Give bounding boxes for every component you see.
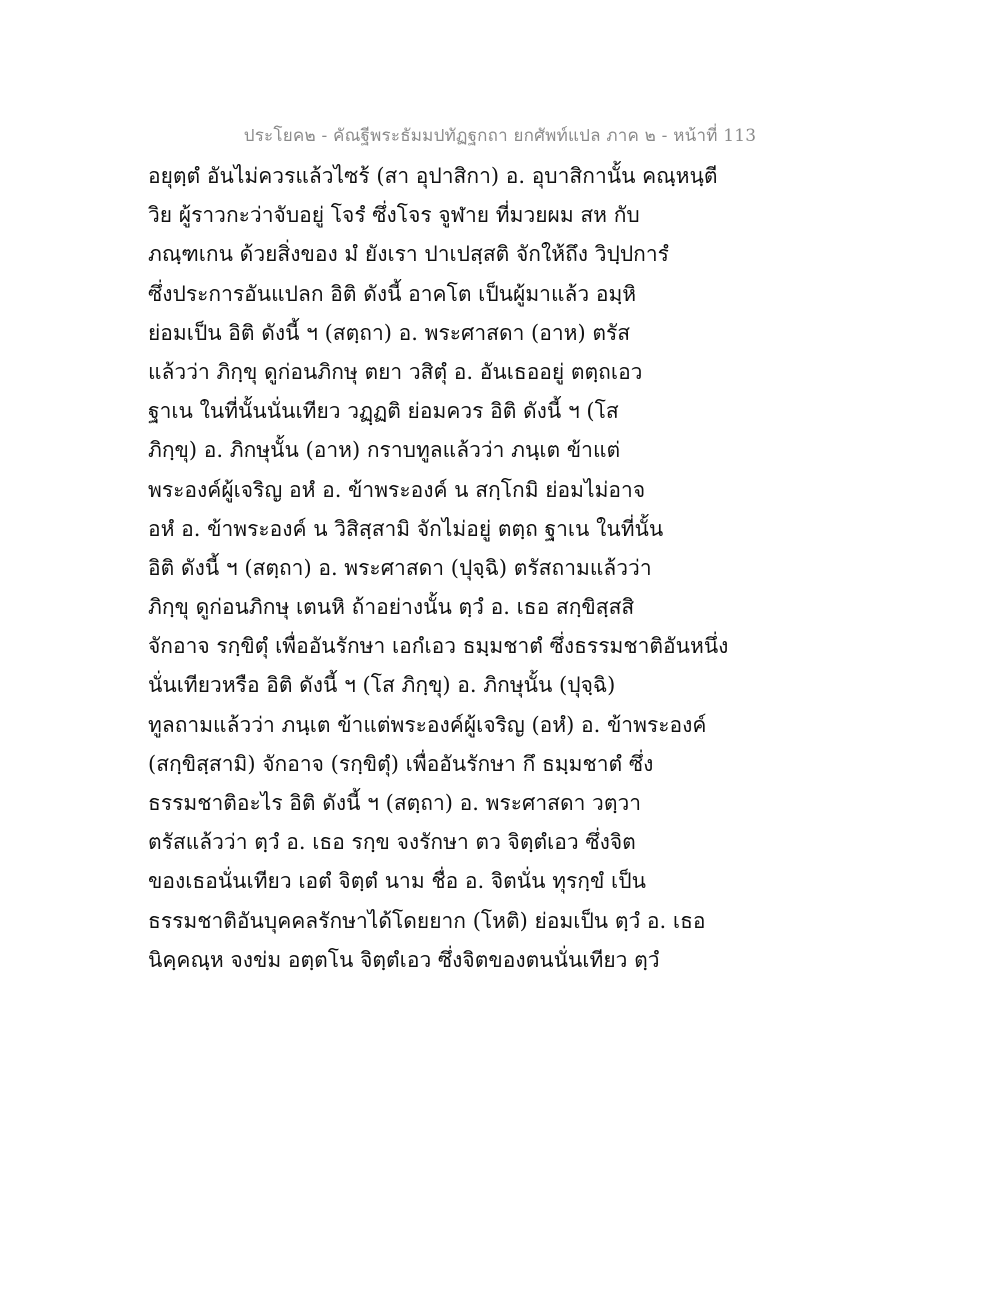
text-line: ภิกฺขุ ดูก่อนภิกษุ เตนหิ ถ้าอย่างนั้น ตฺวํ อ. เธอ สกฺขิสฺสสิ (148, 595, 635, 620)
text-line: นิคฺคณฺห จงข่ม อตฺตโน จิตฺตํเอว ซึ่งจิตของตนนั่นเทียว ตฺวํ (148, 947, 660, 972)
text-line: อิติ ดังนี้ ฯ (สตฺถา) อ. พระศาสดา (ปุจฺฉิ) ตรัสถามแล้วว่า (148, 555, 652, 580)
text-line: ธรรมชาติอันบุคคลรักษาได้โดยยาก (โหติ) ย่อมเป็น ตฺวํ อ. เธอ (148, 908, 706, 933)
text-line: นั่นเทียวหรือ อิติ ดังนี้ ฯ (โส ภิกฺขุ) อ. ภิกษุนั้น (ปุจฺฉิ) (148, 673, 616, 698)
text-line: (สกฺขิสฺสามิ) จักอาจ (รกฺขิตุํ) เพื่ออันรักษา กึ ธมฺมชาตํ ซึ่ง (148, 751, 654, 776)
text-line: ซึ่งประการอันแปลก อิติ ดังนี้ อาคโต เป็นผู้มาแล้ว อมฺหิ (148, 281, 637, 306)
text-line: จักอาจ รกฺขิตุํ เพื่ออันรักษา เอกํเอว ธมฺมชาตํ ซึ่งธรรมชาติอันหนึ่ง (148, 634, 729, 659)
text-line: ของเธอนั่นเทียว เอตํ จิตฺตํ นาม ชื่อ อ. จิตนั่น ทุรกฺขํ เป็น (148, 869, 646, 894)
text-line: แล้วว่า ภิกฺขุ ดูก่อนภิกษุ ตยา วสิตุํ อ. อันเธออยู่ ตตฺถเอว (148, 359, 643, 384)
text-line: พระองค์ผู้เจริญ อหํ อ. ข้าพระองค์ น สกฺโกมิ ย่อมไม่อาจ (148, 477, 646, 502)
running-header: ประโยค๒ - คัณฐีพระธัมมปทัฏฐกถา ยกศัพท์แปล ภาค ๒ - หน้าที่ 113 (243, 126, 757, 146)
text-line: ฐาเน ในที่นั้นนั่นเทียว วฏฺฏติ ย่อมควร อิติ ดังนี้ ฯ (โส (148, 399, 619, 424)
text-line: ภิกฺขุ) อ. ภิกษุนั้น (อาห) กราบทูลแล้วว่า ภนฺเต ข้าแต่ (148, 438, 621, 463)
text-line: วิย ผู้ราวกะว่าจับอยู่ โจรํ ซึ่งโจร จูฬาย ที่มวยผม สห กับ (148, 203, 640, 228)
text-line: ทูลถามแล้วว่า ภนฺเต ข้าแต่พระองค์ผู้เจริญ (อหํ) อ. ข้าพระองค์ (148, 712, 707, 737)
text-line: อยุตฺตํ อันไม่ควรแล้วไซร้ (สา อุปาสิกา) อ. อุบาสิกานั้น คณฺหนฺตี (148, 164, 718, 188)
text-line: อหํ อ. ข้าพระองค์ น วิสิสฺสามิ จักไม่อยู่ ตตฺถ ฐาเน ในที่นั้น (148, 516, 664, 541)
text-line: ย่อมเป็น อิติ ดังนี้ ฯ (สตฺถา) อ. พระศาสดา (อาห) ตรัส (148, 320, 631, 345)
body-text (148, 157, 868, 980)
text-line: ตรัสแล้วว่า ตฺวํ อ. เธอ รกฺข จงรักษา ตว จิตฺตํเอว ซึ่งจิต (148, 830, 636, 855)
text-line: ธรรมชาติอะไร อิติ ดังนี้ ฯ (สตฺถา) อ. พระศาสดา วตฺวา (148, 791, 642, 815)
text-line: ภณฺฑเกน ด้วยสิ่งของ มํ ยังเรา ปาเปสฺสติ จักให้ถึง วิปฺปการํ (148, 242, 669, 267)
